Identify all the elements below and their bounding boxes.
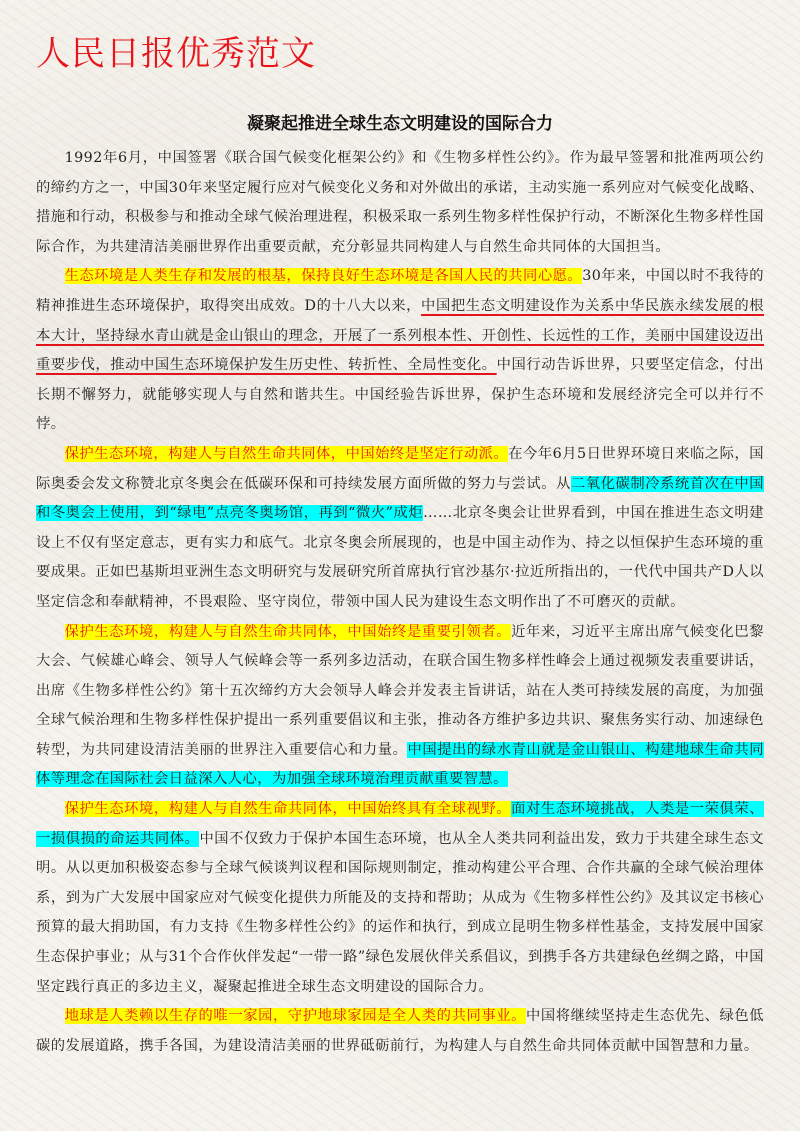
article-body <box>36 144 764 1061</box>
paragraph-4-text-a: 近年来，习近平主席出席气候变化巴黎大会、气候雄心峰会、领导人气候峰会等一系列多边活动，在联合国生物多样性峰会上通过视频发表重要讲话，出席《生物多样性公约》第十五次缔约方大会领导人峰会并发表主旨讲话，站在人类可持续发展的高度，为加强全球气候治理和生物多样性保护提出一系列重要倡议和主张，推动各方维护多边共识、聚焦务实行动、加速绿色转型，为共同建设清洁美丽的世界注入重要信心和力量。 <box>36 623 764 758</box>
paragraph-6-text-a: 中国将继续坚持走生态优先、绿色低碳的发展道路，携手各国，为建设清洁美丽的世界砥砺前行，为构建人与自然生命共同体贡献中国智慧和力量。 <box>36 1008 765 1054</box>
highlight-yellow: 地球是人类赖以生存的唯一家园，守护地球家园是全人类的共同事业。 <box>64 1008 526 1025</box>
paragraph-6 <box>36 1002 764 1061</box>
highlight-yellow: 保护生态环境，构建人与自然生命共同体，中国始终具有全球视野。 <box>64 801 512 818</box>
highlight-yellow: 生态环境是人类生存和发展的根基，保持良好生态环境是各国人民的共同心愿。 <box>64 268 583 285</box>
paragraph-5 <box>36 795 764 1002</box>
highlight-yellow: 保护生态环境，构建人与自然生命共同体，中国始终是坚定行动派。 <box>64 445 509 462</box>
paragraph-2-text-a: 30年来，中国以时不我待的精神推进生态环境保护，取得突出成效。D的十八大以来， <box>36 268 764 314</box>
paragraph-2 <box>36 262 764 440</box>
highlight-cyan: 面对生态环境挑战，人类是一荣俱荣、一损俱损的命运共同体。 <box>36 801 764 847</box>
red-underline-text: 中国把生态文明建设作为关系中华民族永续发展的根本大计，坚持绿水青山就是金山银山的理念，开展了一系列根本性、开创性、长远性的工作，美丽中国建设迈出重要步伐，推动中国生态环境保护发生历史性、转折性、全局性变化。 <box>36 297 764 374</box>
highlight-cyan: 中国提出的绿水青山就是金山银山、构建地球生命共同体等理念在国际社会日益深入人心，为加强全球环境治理贡献重要智慧。 <box>36 741 764 788</box>
paragraph-3-text-a: 在今年6月5日世界环境日来临之际，国际奥委会发文称赞北京冬奥会在低碳环保和可持续发展方面所做的努力与尝试。从 <box>36 445 764 492</box>
brand-title: 人民日报优秀范文 <box>36 34 316 74</box>
highlight-yellow: 保护生态环境，构建人与自然生命共同体，中国始终是重要引领者。 <box>64 623 512 640</box>
highlight-cyan: 二氧化碳制冷系统首次在中国和冬奥会上使用，到“绿电”点亮冬奥场馆，再到“微火”成炬 <box>36 475 764 522</box>
article-title: 凝聚起推进全球生态文明建设的国际合力 <box>247 114 553 134</box>
paragraph-2-text-b: 中国行动告诉世界，只要坚定信念，付出长期不懈努力，就能够实现人与自然和谐共生。中国经验告诉世界，保护生态环境和发展经济完全可以并行不悖。 <box>36 357 764 433</box>
paragraph-4 <box>36 618 764 796</box>
paragraph-5-text-a: 中国不仅致力于保护本国生态环境，也从全人类共同利益出发，致力于共建全球生态文明。从以更加积极姿态参与全球气候谈判议程和国际规则制定，推动构建公平合理、合作共赢的全球气候治理体系，到为广大发展中国家应对气候变化提供力所能及的支持和帮助；从成为《生物多样性公约》及其议定书核心预算的最大捐助国，有力支持《生物多样性公约》的运作和执行，到成立昆明生物多样性基金，支持发展中国家生态保护事业；从与31个合作伙伴发起“一带一路”绿色发展伙伴关系倡议，到携手各方共建绿色丝绸之路，中国坚定践行真正的多边主义，凝聚起推进全球生态文明建设的国际合力。 <box>36 830 764 995</box>
paragraph-3-text-b: ……北京冬奥会让世界看到，中国在推进生态文明建设上不仅有坚定意志，更有实力和底气。北京冬奥会所展现的，也是中国主动作为、持之以恒保护生态环境的重要成果。正如巴基斯坦亚洲生态文明研究与发展研究所首席执行官沙基尔·拉近所指出的，一代代中国共产D人以坚定信念和奉献精神，不畏艰险、坚守岗位，带领中国人民为建设生态文明作出了不可磨灭的贡献。 <box>36 505 764 610</box>
paragraph-1 <box>36 144 764 262</box>
paragraph-3 <box>36 440 764 618</box>
paragraph-1-text: 1992年6月，中国签署《联合国气候变化框架公约》和《生物多样性公约》。作为最早签署和批准两项公约的缔约方之一，中国30年来坚定履行应对气候变化义务和对外做出的承诺，主动实施一系列应对气候变化战略、措施和行动，积极参与和推动全球气候治理进程，积极采取一系列生物多样性保护行动，不断深化生物多样性国际合作，为共建清洁美丽世界作出重要贡献，充分彰显共同构建人与自然生命共同体的大国担当。 <box>36 150 764 255</box>
